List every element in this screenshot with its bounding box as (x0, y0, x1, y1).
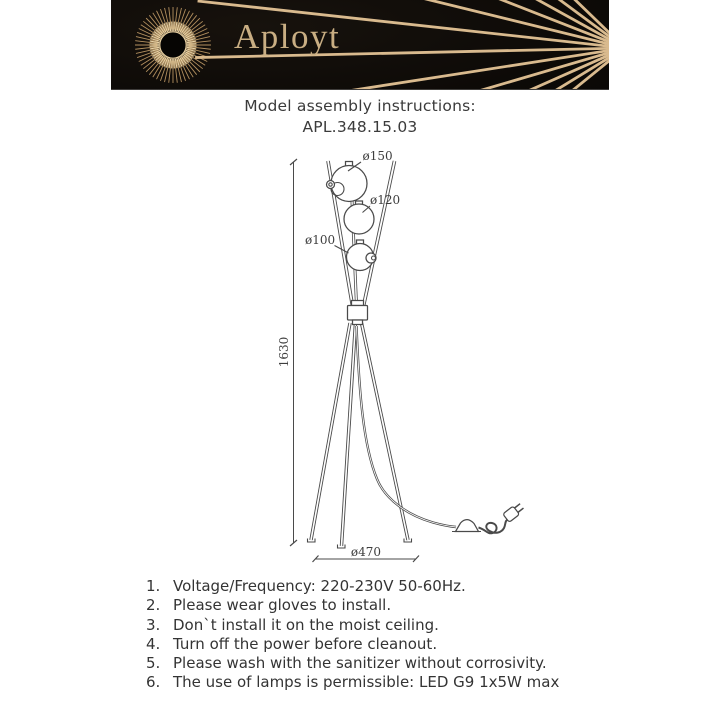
sunburst-logo-core (160, 32, 186, 58)
instruction-number: 5. (146, 654, 161, 673)
instruction-text: Turn off the power before cleanout. (173, 634, 438, 653)
dim-height-label: 1630 (277, 336, 291, 368)
title-block (0, 96, 720, 138)
instruction-item (146, 673, 606, 692)
power-plug (503, 502, 525, 523)
power-cable (357, 326, 526, 533)
globe1-rod-clamp (327, 181, 335, 189)
instruction-item (146, 577, 606, 596)
instruction-text: Don`t install it on the moist ceiling. (173, 615, 439, 634)
height-dimension (277, 159, 297, 546)
instruction-text: The use of lamps is permissible: LED G9 1x5W max (173, 673, 560, 692)
instruction-number: 3. (146, 615, 161, 634)
dim-globe1-label: ø150 (362, 149, 393, 163)
hub-collar (352, 301, 364, 306)
inline-switch (456, 520, 479, 532)
instruction-number: 2. (146, 596, 161, 615)
cord-coil (479, 519, 509, 533)
dim-globe2-label: ø120 (370, 193, 401, 207)
instruction-item (146, 635, 606, 654)
dim-base-label: ø470 (350, 545, 382, 559)
instruction-item (146, 616, 606, 635)
instruction-text: Please wash with the sanitizer without corrosivity. (173, 654, 547, 673)
instruction-text: Voltage/Frequency: 220-230V 50-60Hz. (173, 577, 466, 595)
tripod-legs (308, 323, 412, 548)
instruction-item (146, 596, 606, 615)
banner-decor (111, 0, 609, 89)
globe-2 (344, 204, 374, 234)
instructions-list (146, 577, 606, 693)
page-title: Model assembly instructions: (244, 97, 476, 115)
instruction-text: Please wear gloves to install. (173, 596, 392, 615)
hub-lower-nub (353, 320, 363, 325)
instruction-item (146, 654, 606, 673)
instruction-number: 4. (146, 634, 161, 653)
brand-banner (111, 0, 609, 90)
plug-body (503, 506, 520, 522)
brand-name: Aployt (234, 17, 341, 56)
globes (327, 162, 377, 271)
model-number: APL.348.15.03 (302, 118, 418, 136)
instruction-number: 1. (146, 577, 161, 595)
lamp-technical-drawing (265, 142, 535, 572)
plug-prong (515, 504, 521, 508)
hub-body (348, 306, 368, 321)
instruction-number: 6. (146, 673, 161, 692)
plug-prong (518, 508, 524, 512)
dim-globe3-label: ø100 (305, 233, 336, 247)
base-dimension (313, 545, 420, 562)
